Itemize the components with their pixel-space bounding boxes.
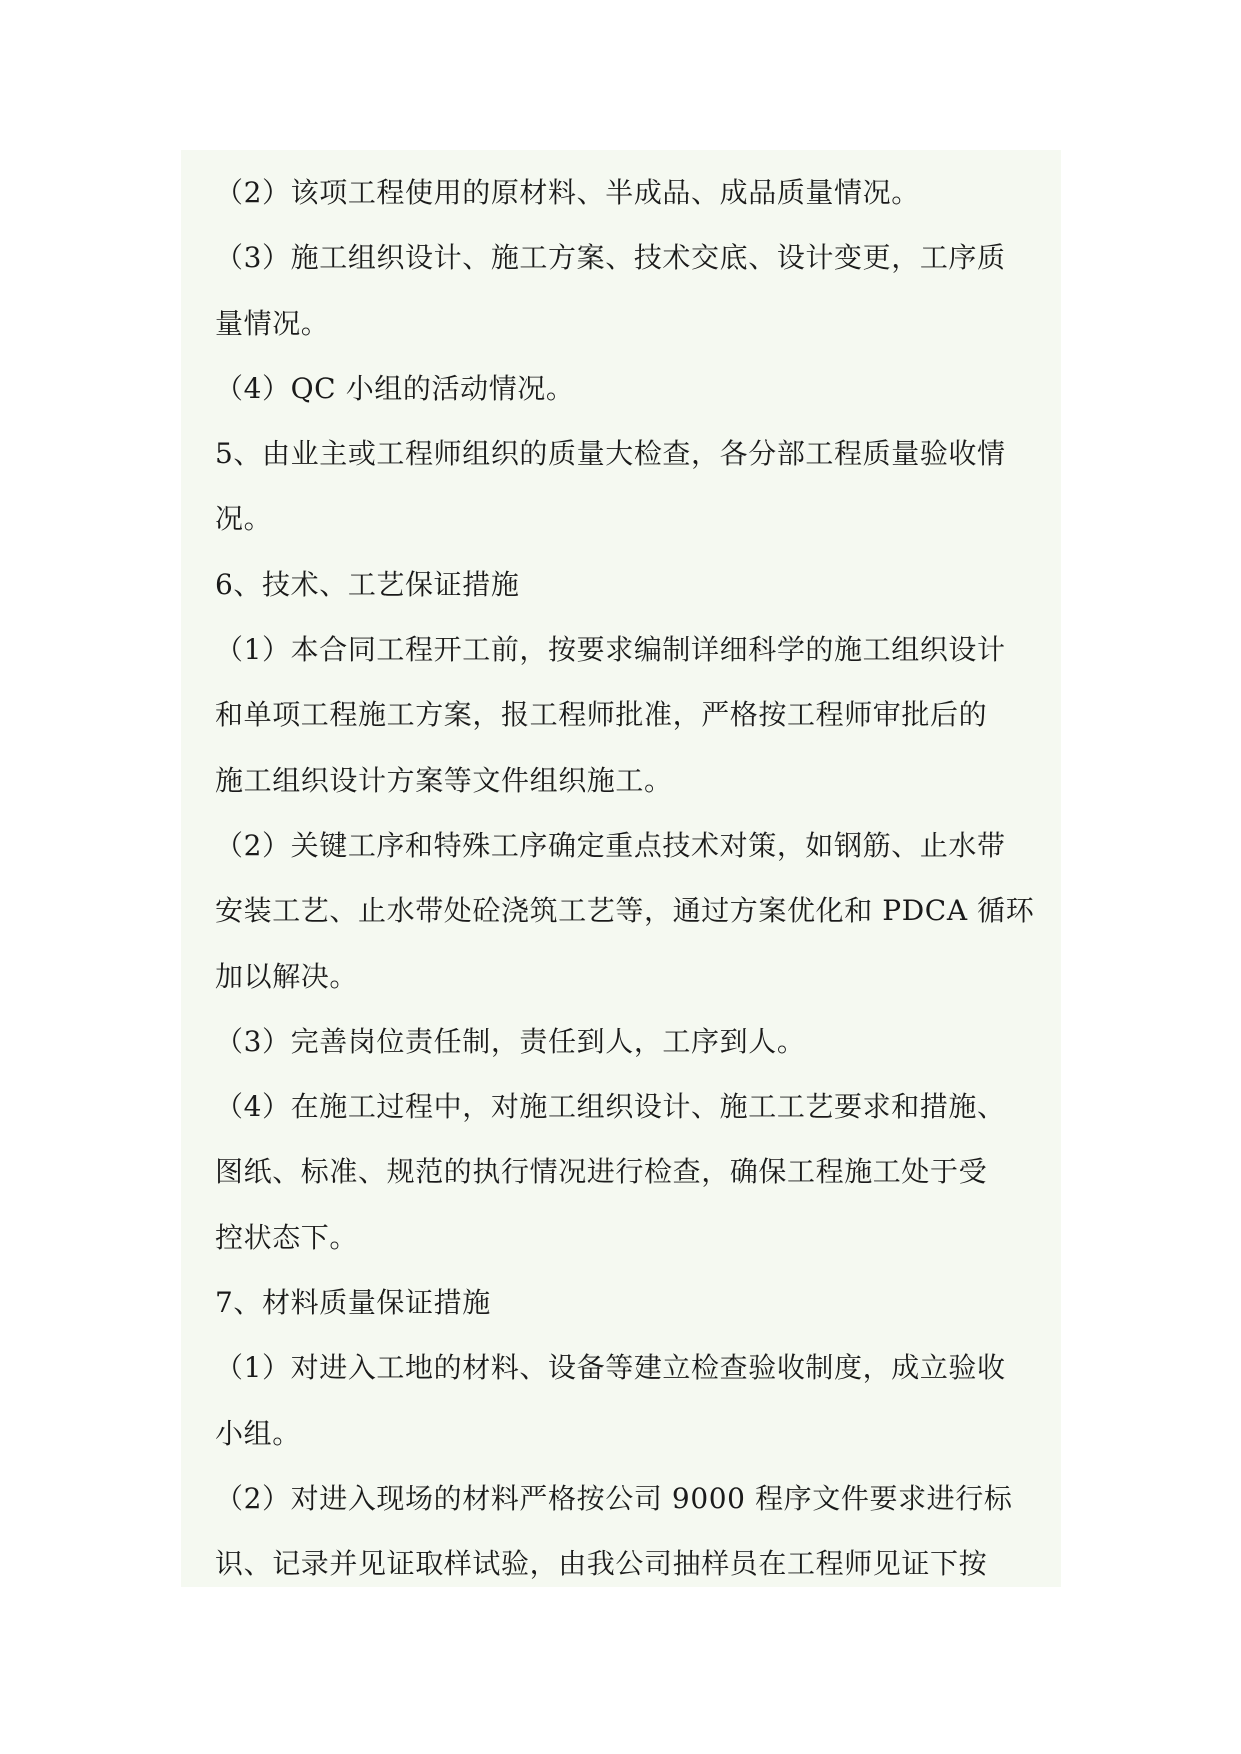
section-heading: 6、技术、工艺保证措施 [215,567,520,601]
text-line: （1）本合同工程开工前，按要求编制详细科学的施工组织设计 [215,633,1006,667]
text-line: 加以解决。 [215,959,359,993]
text-line: （1）对进入工地的材料、设备等建立检查验收制度，成立验收 [215,1351,1006,1385]
text-line: 识、记录并见证取样试验，由我公司抽样员在工程师见证下按 [215,1547,988,1581]
text-line: （2）关键工序和特殊工序确定重点技术对策，如钢筋、止水带 [215,828,1006,862]
text-line: （3）施工组织设计、施工方案、技术交底、设计变更，工序质 [215,241,1006,275]
text-line: 控状态下。 [215,1220,359,1254]
text-line: （2）对进入现场的材料严格按公司 9000 程序文件要求进行标 [215,1481,1013,1515]
text-line: 安装工艺、止水带处砼浇筑工艺等，通过方案优化和 PDCA 循环 [215,894,1035,928]
text-line: （2）该项工程使用的原材料、半成品、成品质量情况。 [215,176,920,209]
text-line: 图纸、标准、规范的执行情况进行检查，确保工程施工处于受 [215,1155,988,1189]
text-line: 施工组织设计方案等文件组织施工。 [215,763,673,797]
text-line: 小组。 [215,1416,301,1450]
document-text-panel [181,150,1061,1587]
section-heading: 7、材料质量保证措施 [215,1286,491,1320]
text-line: （4）在施工过程中，对施工组织设计、施工工艺要求和措施、 [215,1090,1006,1124]
text-line: 况。 [215,502,273,536]
text-line: 5、由业主或工程师组织的质量大检查，各分部工程质量验收情 [215,437,1006,471]
text-line: （4）QC 小组的活动情况。 [215,371,575,405]
text-line: 和单项工程施工方案，报工程师批准，严格按工程师审批后的 [215,698,988,732]
text-line: （3）完善岗位责任制，责任到人，工序到人。 [215,1024,806,1058]
text-line: 量情况。 [215,306,330,340]
